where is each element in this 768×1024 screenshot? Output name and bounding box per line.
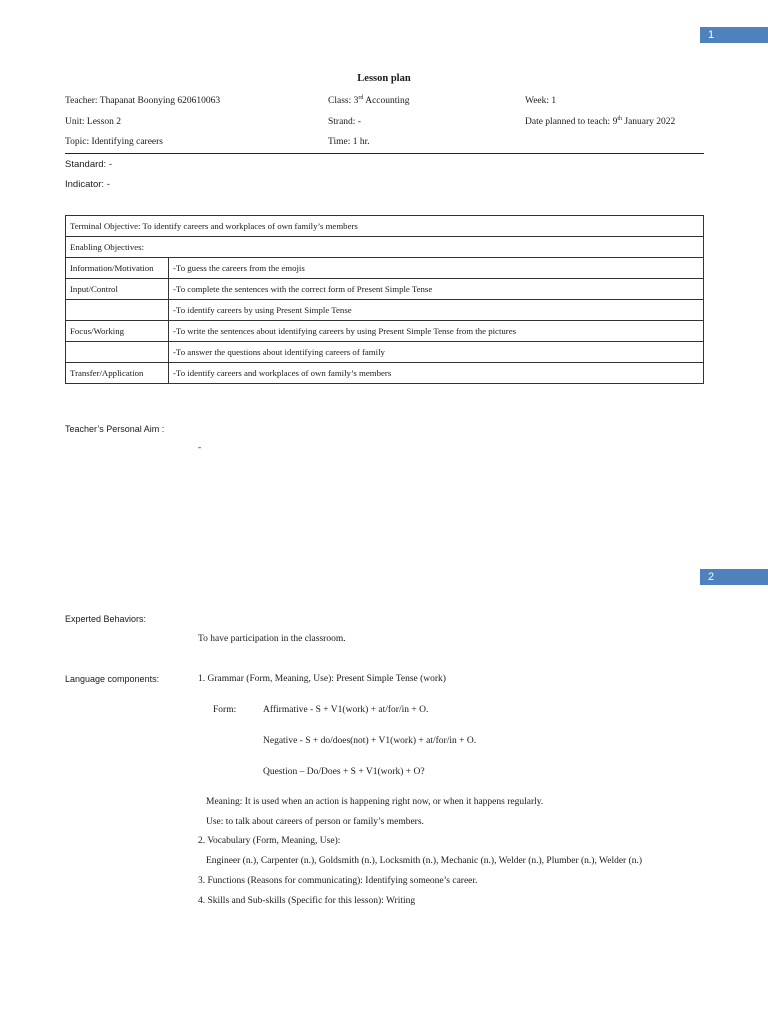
date-prefix: Date planned to teach: 9 [525, 117, 618, 127]
standard-field: Standard: - [65, 159, 112, 170]
week-field: Week: 1 [525, 96, 557, 106]
date-superscript: th [617, 115, 622, 122]
page-number-badge: 2 [700, 569, 768, 585]
objective-cell: -To guess the careers from the emojis [169, 258, 704, 279]
topic-field: Topic: Identifying careers [65, 137, 163, 147]
table-row [66, 258, 704, 279]
terminal-objective: Terminal Objective: To identify careers and workplaces of own family’s members [66, 216, 704, 237]
table-row [66, 363, 704, 384]
table-row [66, 300, 704, 321]
stage-cell: Input/Control [66, 279, 169, 300]
question-form: Question – Do/Does + S + V1(work) + O? [263, 767, 425, 777]
expected-behaviors-value: To have participation in the classroom. [198, 634, 346, 644]
form-label: Form: [213, 705, 237, 715]
indicator-field: Indicator: - [65, 179, 110, 190]
page-title: Lesson plan [357, 73, 411, 84]
language-components-label: Language components: [65, 674, 160, 684]
objectives-table [65, 215, 704, 384]
date-field [525, 116, 675, 128]
functions-item: 3. Functions (Reasons for communicating): Identifying someone’s career. [198, 876, 478, 886]
table-row [66, 279, 704, 300]
time-field: Time: 1 hr. [328, 137, 370, 147]
stage-cell: Transfer/Application [66, 363, 169, 384]
stage-cell: Information/Motivation [66, 258, 169, 279]
class-field [328, 95, 410, 107]
enabling-objectives-header: Enabling Objectives: [66, 237, 704, 258]
header-divider [65, 153, 704, 154]
negative-form: Negative - S + do/does(not) + V1(work) + at/for/in + O. [263, 736, 477, 746]
objective-cell: -To complete the sentences with the correct form of Present Simple Tense [169, 279, 704, 300]
stage-cell: Focus/Working [66, 321, 169, 342]
objective-cell: -To write the sentences about identifying careers by using Present Simple Tense from the pictures [169, 321, 704, 342]
vocabulary-item: 2. Vocabulary (Form, Meaning, Use): [198, 836, 341, 846]
use-text: Use: to talk about careers of person or family’s members. [206, 817, 424, 827]
objective-cell: -To answer the questions about identifying careers of family [169, 342, 704, 363]
class-suffix: Accounting [363, 96, 410, 106]
class-prefix: Class: 3 [328, 96, 359, 106]
expected-behaviors-label: Experted Behaviors: [65, 614, 147, 624]
page-number-badge: 1 [700, 27, 768, 43]
vocabulary-list: Engineer (n.), Carpenter (n.), Goldsmith (n.), Locksmith (n.), Mechanic (n.), Welder (n.), Plumber (n.), Welder (n.) [206, 856, 643, 866]
date-suffix: January 2022 [622, 117, 676, 127]
personal-aim-value: - [198, 443, 202, 453]
objective-cell: -To identify careers and workplaces of own family’s members [169, 363, 704, 384]
affirmative-form: Affirmative - S + V1(work) + at/for/in + O. [263, 705, 429, 715]
teacher-field: Teacher: Thapanat Boonying 620610063 [65, 96, 221, 106]
skills-item: 4. Skills and Sub-skills (Specific for this lesson): Writing [198, 896, 416, 906]
class-superscript: rd [358, 94, 364, 101]
stage-cell [66, 342, 169, 363]
table-row [66, 216, 704, 237]
objective-cell: -To identify careers by using Present Simple Tense [169, 300, 704, 321]
stage-cell [66, 300, 169, 321]
table-row [66, 321, 704, 342]
table-row [66, 237, 704, 258]
table-row [66, 342, 704, 363]
unit-field: Unit: Lesson 2 [65, 117, 121, 127]
grammar-item: 1. Grammar (Form, Meaning, Use): Present Simple Tense (work) [198, 674, 446, 684]
strand-field: Strand: - [328, 117, 361, 127]
personal-aim-label: Teacher’s Personal Aim : [65, 424, 165, 434]
meaning-text: Meaning: It is used when an action is happening right now, or when it happens regularly. [206, 797, 544, 807]
